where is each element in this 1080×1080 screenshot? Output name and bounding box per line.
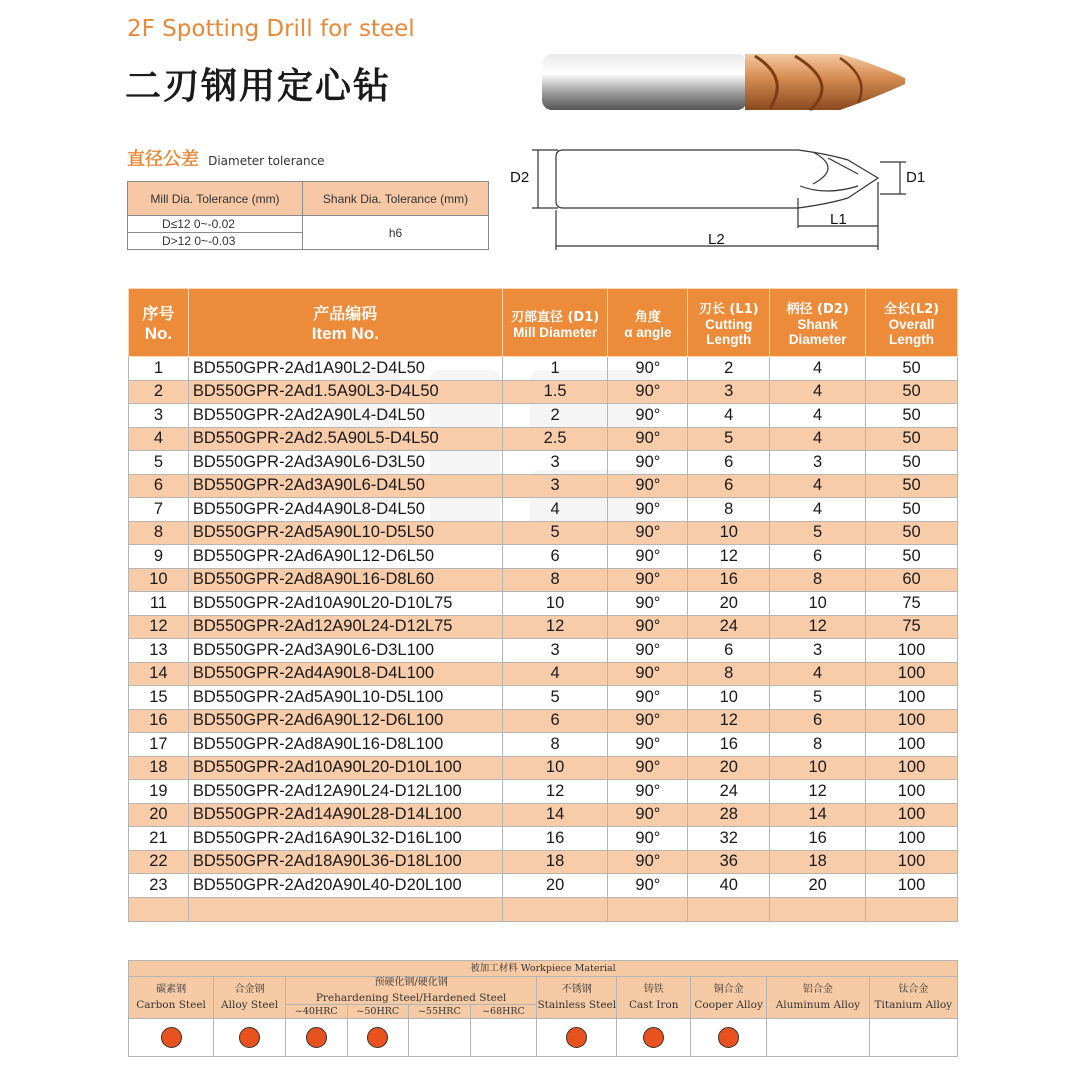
- cell-no: 13: [129, 639, 189, 663]
- workpiece-material-table: [128, 960, 958, 1057]
- cell-no: 15: [129, 686, 189, 710]
- table-row: [129, 662, 958, 686]
- suitable-dot-icon: [306, 1027, 327, 1048]
- table-row: [129, 498, 958, 522]
- cell-cutting-length: 20: [688, 756, 770, 780]
- cell-item-no: BD550GPR-2Ad3A90L6-D4L50: [188, 474, 502, 498]
- table-row: [129, 756, 958, 780]
- cell-cutting-length: 12: [688, 709, 770, 733]
- product-table-header: [129, 289, 958, 357]
- cell-item-no: BD550GPR-2Ad20A90L40-D20L100: [188, 874, 502, 898]
- cell-angle: 90°: [608, 357, 688, 381]
- table-row: [129, 639, 958, 663]
- suitability-cell: [470, 1019, 537, 1057]
- cell-cutting-length: 28: [688, 803, 770, 827]
- suitable-dot-icon: [161, 1027, 182, 1048]
- cell-overall-length: 100: [866, 780, 958, 804]
- cell-cutting-length: 24: [688, 780, 770, 804]
- cell-item-no: BD550GPR-2Ad2A90L4-D4L50: [188, 404, 502, 428]
- cell-no: 10: [129, 568, 189, 592]
- material-stainless-steel: 不锈钢 Stainless Steel: [537, 977, 617, 1019]
- cell-no: 19: [129, 780, 189, 804]
- cell-cutting-length: 4: [688, 404, 770, 428]
- cell-mill-diameter: 10: [502, 592, 608, 616]
- cell-no: 17: [129, 733, 189, 757]
- cell-no: 22: [129, 850, 189, 874]
- cell-cutting-length: 16: [688, 733, 770, 757]
- cell-shank-diameter: 4: [770, 662, 866, 686]
- suitable-dot-icon: [367, 1027, 388, 1048]
- table-row: [129, 850, 958, 874]
- cell-mill-diameter: 5: [502, 686, 608, 710]
- product-table: [128, 288, 958, 922]
- cell-item-no: BD550GPR-2Ad3A90L6-D3L100: [188, 639, 502, 663]
- cell-overall-length: 60: [866, 568, 958, 592]
- cell-overall-length: 100: [866, 639, 958, 663]
- cell-mill-diameter: 12: [502, 780, 608, 804]
- cell-cutting-length: 2: [688, 357, 770, 381]
- title-chinese: 二刃钢用定心钻: [125, 66, 392, 107]
- suitable-dot-icon: [643, 1027, 664, 1048]
- grade-50hrc: ~50HRC: [347, 1005, 409, 1019]
- suitability-cell: [409, 1019, 471, 1057]
- cell-item-no: BD550GPR-2Ad18A90L36-D18L100: [188, 850, 502, 874]
- cell-mill-diameter: 20: [502, 874, 608, 898]
- cell-overall-length: 50: [866, 404, 958, 428]
- cell-no: 5: [129, 451, 189, 475]
- cell-no: 20: [129, 803, 189, 827]
- cell-cutting-length: 8: [688, 498, 770, 522]
- cell-overall-length: 100: [866, 662, 958, 686]
- cell-overall-length: 50: [866, 357, 958, 381]
- tolerance-header-shank: Shank Dia. Tolerance (mm): [303, 182, 489, 216]
- cell-item-no: BD550GPR-2Ad6A90L12-D6L50: [188, 545, 502, 569]
- cell-angle: 90°: [608, 709, 688, 733]
- cell-angle: 90°: [608, 521, 688, 545]
- cell-cutting-length: 40: [688, 874, 770, 898]
- cell-shank-diameter: 8: [770, 733, 866, 757]
- cell-mill-diameter: 3: [502, 451, 608, 475]
- cell-no: 3: [129, 404, 189, 428]
- cell-no: 9: [129, 545, 189, 569]
- cell-item-no: BD550GPR-2Ad5A90L10-D5L50: [188, 521, 502, 545]
- cell-item-no: BD550GPR-2Ad14A90L28-D14L100: [188, 803, 502, 827]
- material-hardened-steel: 预硬化钢/硬化钢 Prehardening Steel/Hardened Steel: [285, 977, 536, 1005]
- cell-no: 1: [129, 357, 189, 381]
- cell-item-no: BD550GPR-2Ad8A90L16-D8L100: [188, 733, 502, 757]
- cell-angle: 90°: [608, 639, 688, 663]
- cell-angle: 90°: [608, 733, 688, 757]
- suitability-cell: [214, 1019, 286, 1057]
- table-row: [129, 803, 958, 827]
- cell-cutting-length: 10: [688, 686, 770, 710]
- cell-item-no: BD550GPR-2Ad1A90L2-D4L50: [188, 357, 502, 381]
- cell-angle: 90°: [608, 686, 688, 710]
- cell-cutting-length: 16: [688, 568, 770, 592]
- cell-item-no: BD550GPR-2Ad16A90L32-D16L100: [188, 827, 502, 851]
- cell-overall-length: 50: [866, 545, 958, 569]
- cell-empty: [866, 897, 958, 921]
- cell-item-no: BD550GPR-2Ad12A90L24-D12L100: [188, 780, 502, 804]
- header-item-no: 产品编码 Item No.: [188, 289, 502, 357]
- cell-mill-diameter: 16: [502, 827, 608, 851]
- tolerance-heading: [127, 145, 325, 171]
- cell-overall-length: 50: [866, 427, 958, 451]
- material-suitability-row: [129, 1019, 958, 1057]
- cell-overall-length: 50: [866, 451, 958, 475]
- suitability-cell: [129, 1019, 214, 1057]
- cell-shank-diameter: 16: [770, 827, 866, 851]
- cell-no: 14: [129, 662, 189, 686]
- cell-angle: 90°: [608, 592, 688, 616]
- cell-angle: 90°: [608, 545, 688, 569]
- cell-cutting-length: 20: [688, 592, 770, 616]
- cell-item-no: BD550GPR-2Ad6A90L12-D6L100: [188, 709, 502, 733]
- cell-mill-diameter: 18: [502, 850, 608, 874]
- cell-cutting-length: 6: [688, 474, 770, 498]
- cell-mill-diameter: 5: [502, 521, 608, 545]
- header-no: 序号 No.: [129, 289, 189, 357]
- cell-angle: 90°: [608, 427, 688, 451]
- cell-item-no: BD550GPR-2Ad3A90L6-D3L50: [188, 451, 502, 475]
- table-row: [129, 568, 958, 592]
- label-d2: D2: [510, 169, 530, 186]
- cell-no: 6: [129, 474, 189, 498]
- material-titanium-alloy: 钛合金 Titanium Alloy: [869, 977, 957, 1019]
- grade-55hrc: ~55HRC: [409, 1005, 471, 1019]
- grade-40hrc: ~40HRC: [285, 1005, 347, 1019]
- cell-overall-length: 100: [866, 709, 958, 733]
- cell-item-no: BD550GPR-2Ad4A90L8-D4L100: [188, 662, 502, 686]
- cell-item-no: BD550GPR-2Ad1.5A90L3-D4L50: [188, 380, 502, 404]
- cell-mill-diameter: 3: [502, 474, 608, 498]
- suitability-cell: [285, 1019, 347, 1057]
- cell-cutting-length: 32: [688, 827, 770, 851]
- cell-mill-diameter: 2: [502, 404, 608, 428]
- cell-mill-diameter: 1: [502, 357, 608, 381]
- label-l1: L1: [830, 211, 847, 228]
- table-row: [129, 451, 958, 475]
- suitable-dot-icon: [718, 1027, 739, 1048]
- material-cast-iron: 铸铁 Cast Iron: [617, 977, 691, 1019]
- cell-overall-length: 75: [866, 615, 958, 639]
- cell-mill-diameter: 3: [502, 639, 608, 663]
- cell-angle: 90°: [608, 380, 688, 404]
- cell-shank-diameter: 8: [770, 568, 866, 592]
- table-row: [129, 380, 958, 404]
- cell-cutting-length: 6: [688, 451, 770, 475]
- table-row: [129, 545, 958, 569]
- drill-product-image: [540, 48, 910, 116]
- table-row: [129, 592, 958, 616]
- cell-mill-diameter: 8: [502, 733, 608, 757]
- tolerance-heading-cn: 直径公差: [127, 149, 199, 170]
- cell-overall-length: 100: [866, 827, 958, 851]
- cell-empty: [770, 897, 866, 921]
- table-row: [129, 521, 958, 545]
- cell-overall-length: 100: [866, 733, 958, 757]
- suitability-cell: [767, 1019, 870, 1057]
- cell-item-no: BD550GPR-2Ad5A90L10-D5L100: [188, 686, 502, 710]
- cell-no: 2: [129, 380, 189, 404]
- cell-overall-length: 100: [866, 874, 958, 898]
- table-row-blank: [129, 897, 958, 921]
- cell-cutting-length: 10: [688, 521, 770, 545]
- cell-shank-diameter: 4: [770, 427, 866, 451]
- cell-no: 4: [129, 427, 189, 451]
- cell-item-no: BD550GPR-2Ad4A90L8-D4L50: [188, 498, 502, 522]
- cell-no: 23: [129, 874, 189, 898]
- cell-empty: [608, 897, 688, 921]
- suitability-cell: [347, 1019, 409, 1057]
- cell-item-no: BD550GPR-2Ad12A90L24-D12L75: [188, 615, 502, 639]
- header-overall-length: 全长(L2) Overall Length: [866, 289, 958, 357]
- material-table-title: 被加工材料 Workpiece Material: [129, 961, 958, 977]
- table-row: [129, 827, 958, 851]
- cell-angle: 90°: [608, 568, 688, 592]
- cell-cutting-length: 12: [688, 545, 770, 569]
- cell-empty: [502, 897, 608, 921]
- suitable-dot-icon: [566, 1027, 587, 1048]
- cell-mill-diameter: 4: [502, 498, 608, 522]
- cell-cutting-length: 5: [688, 427, 770, 451]
- cell-overall-length: 50: [866, 474, 958, 498]
- cell-mill-diameter: 14: [502, 803, 608, 827]
- cell-shank-diameter: 4: [770, 357, 866, 381]
- label-d1: D1: [906, 169, 926, 186]
- header-mill-diameter: 刃部直径 (D1) Mill Diameter: [502, 289, 608, 357]
- cell-angle: 90°: [608, 451, 688, 475]
- cell-shank-diameter: 4: [770, 498, 866, 522]
- cell-no: 11: [129, 592, 189, 616]
- cell-shank-diameter: 14: [770, 803, 866, 827]
- cell-angle: 90°: [608, 662, 688, 686]
- cell-mill-diameter: 6: [502, 709, 608, 733]
- cell-shank-diameter: 3: [770, 639, 866, 663]
- cell-overall-length: 50: [866, 521, 958, 545]
- cell-overall-length: 50: [866, 498, 958, 522]
- cell-empty: [129, 897, 189, 921]
- cell-overall-length: 75: [866, 592, 958, 616]
- cell-cutting-length: 24: [688, 615, 770, 639]
- cell-empty: [188, 897, 502, 921]
- cell-cutting-length: 36: [688, 850, 770, 874]
- cell-angle: 90°: [608, 803, 688, 827]
- cell-no: 18: [129, 756, 189, 780]
- cell-no: 12: [129, 615, 189, 639]
- table-row: [129, 874, 958, 898]
- cell-angle: 90°: [608, 827, 688, 851]
- cell-shank-diameter: 5: [770, 686, 866, 710]
- table-row: [129, 357, 958, 381]
- tolerance-heading-en: Diameter tolerance: [208, 154, 325, 168]
- tolerance-table: [127, 181, 489, 250]
- cell-angle: 90°: [608, 780, 688, 804]
- cell-mill-diameter: 6: [502, 545, 608, 569]
- tolerance-header-mill: Mill Dia. Tolerance (mm): [128, 182, 303, 216]
- header-shank-diameter: 柄径 (D2) Shank Diameter: [770, 289, 866, 357]
- cell-angle: 90°: [608, 498, 688, 522]
- cell-shank-diameter: 4: [770, 474, 866, 498]
- cell-shank-diameter: 10: [770, 756, 866, 780]
- cell-angle: 90°: [608, 474, 688, 498]
- material-carbon-steel: 碳素钢 Carbon Steel: [129, 977, 214, 1019]
- cell-mill-diameter: 12: [502, 615, 608, 639]
- cell-shank-diameter: 18: [770, 850, 866, 874]
- cell-mill-diameter: 1.5: [502, 380, 608, 404]
- suitability-cell: [537, 1019, 617, 1057]
- tolerance-row-large: D>12 0~-0.03: [128, 233, 303, 250]
- cell-cutting-length: 6: [688, 639, 770, 663]
- table-row: [129, 686, 958, 710]
- cell-shank-diameter: 10: [770, 592, 866, 616]
- header-cutting-length: 刃长 (L1) Cutting Length: [688, 289, 770, 357]
- cell-shank-diameter: 12: [770, 615, 866, 639]
- table-row: [129, 709, 958, 733]
- cell-item-no: BD550GPR-2Ad8A90L16-D8L60: [188, 568, 502, 592]
- table-row: [129, 404, 958, 428]
- suitability-cell: [691, 1019, 767, 1057]
- cell-item-no: BD550GPR-2Ad10A90L20-D10L75: [188, 592, 502, 616]
- material-alloy-steel: 合金钢 Alloy Steel: [214, 977, 286, 1019]
- cell-mill-diameter: 10: [502, 756, 608, 780]
- cell-shank-diameter: 4: [770, 380, 866, 404]
- cell-no: 21: [129, 827, 189, 851]
- cell-overall-length: 100: [866, 686, 958, 710]
- label-l2: L2: [708, 231, 725, 248]
- tolerance-row-small: D≤12 0~-0.02: [128, 216, 303, 233]
- table-row: [129, 615, 958, 639]
- cell-empty: [688, 897, 770, 921]
- grade-68hrc: ~68HRC: [470, 1005, 537, 1019]
- cell-shank-diameter: 12: [770, 780, 866, 804]
- cell-shank-diameter: 3: [770, 451, 866, 475]
- cell-angle: 90°: [608, 874, 688, 898]
- cell-shank-diameter: 6: [770, 545, 866, 569]
- cell-no: 8: [129, 521, 189, 545]
- suitability-cell: [617, 1019, 691, 1057]
- cell-no: 7: [129, 498, 189, 522]
- header-angle: 角度 α angle: [608, 289, 688, 357]
- suitable-dot-icon: [239, 1027, 260, 1048]
- cell-overall-length: 50: [866, 380, 958, 404]
- cell-angle: 90°: [608, 850, 688, 874]
- cell-cutting-length: 8: [688, 662, 770, 686]
- cell-shank-diameter: 5: [770, 521, 866, 545]
- table-row: [129, 474, 958, 498]
- cell-angle: 90°: [608, 404, 688, 428]
- suitability-cell: [869, 1019, 957, 1057]
- tolerance-shank-value: h6: [303, 216, 489, 250]
- product-table-body: [129, 357, 958, 922]
- table-row: [129, 733, 958, 757]
- cell-angle: 90°: [608, 756, 688, 780]
- title-english: 2F Spotting Drill for steel: [127, 16, 415, 42]
- cell-cutting-length: 3: [688, 380, 770, 404]
- cell-item-no: BD550GPR-2Ad10A90L20-D10L100: [188, 756, 502, 780]
- cell-mill-diameter: 4: [502, 662, 608, 686]
- table-row: [129, 780, 958, 804]
- cell-overall-length: 100: [866, 756, 958, 780]
- table-row: [129, 427, 958, 451]
- cell-shank-diameter: 20: [770, 874, 866, 898]
- cell-mill-diameter: 8: [502, 568, 608, 592]
- cell-mill-diameter: 2.5: [502, 427, 608, 451]
- cell-no: 16: [129, 709, 189, 733]
- material-copper-alloy: 铜合金 Cooper Alloy: [691, 977, 767, 1019]
- cell-shank-diameter: 4: [770, 404, 866, 428]
- cell-shank-diameter: 6: [770, 709, 866, 733]
- material-aluminum-alloy: 铝合金 Aluminum Alloy: [767, 977, 870, 1019]
- cell-overall-length: 100: [866, 850, 958, 874]
- cell-item-no: BD550GPR-2Ad2.5A90L5-D4L50: [188, 427, 502, 451]
- cell-overall-length: 100: [866, 803, 958, 827]
- cell-angle: 90°: [608, 615, 688, 639]
- drill-dimension-diagram: [508, 138, 948, 250]
